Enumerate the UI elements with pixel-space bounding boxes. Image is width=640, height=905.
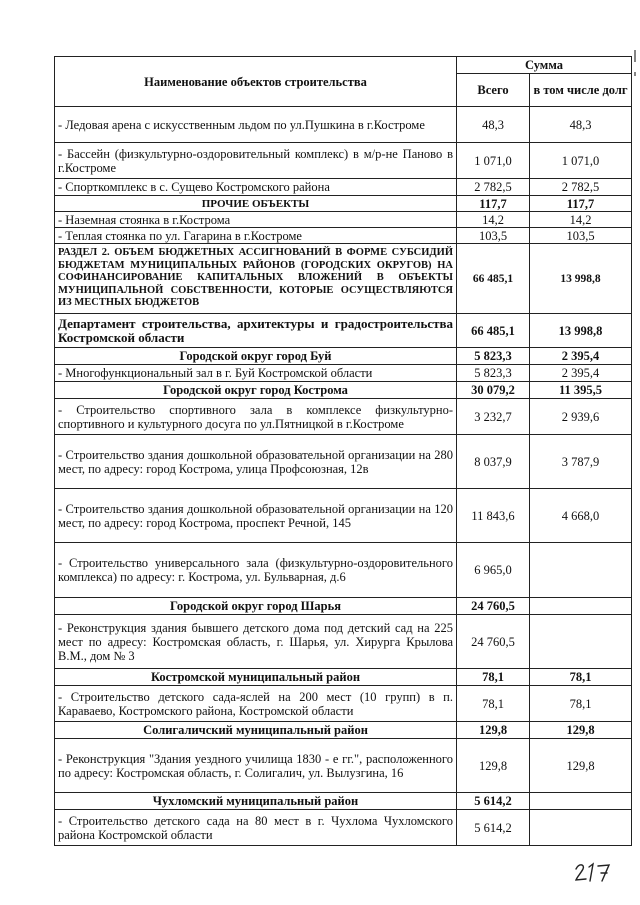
row-debt: 103,5	[530, 228, 632, 244]
row-name: РАЗДЕЛ 2. ОБЪЕМ БЮДЖЕТНЫХ АССИГНОВАНИЙ В ФОРМЕ СУБСИДИЙ БЮДЖЕТАМ МУНИЦИПАЛЬНЫХ РАЙОНОВ (ГОРОДСКИХ ОКРУГОВ) НА СОФИНАНСИРОВАНИЕ КАПИТАЛЬНЫХ ВЛОЖЕНИЙ В ОБЪЕКТЫ МУНИЦИПАЛЬНОЙ СОБСТВЕННОСТИ, КОТОРЫЕ ОСУЩЕСТВЛЯЮТСЯ ИЗ МЕСТНЫХ БЮДЖЕТОВ	[55, 244, 457, 314]
table-row	[55, 793, 632, 810]
row-name: - Многофункциональный зал в г. Буй Костромской области	[55, 365, 457, 382]
row-debt	[530, 598, 632, 615]
header-total: Всего	[457, 74, 530, 107]
table-row	[55, 399, 632, 435]
row-name: Городской округ город Буй	[55, 348, 457, 365]
table-row	[55, 543, 632, 598]
row-name: ПРОЧИЕ ОБЪЕКТЫ	[55, 196, 457, 212]
table-row	[55, 365, 632, 382]
row-total: 117,7	[457, 196, 530, 212]
row-name: Чухломский муниципальный район	[55, 793, 457, 810]
row-total: 24 760,5	[457, 615, 530, 669]
table-row	[55, 382, 632, 399]
row-name: - Ледовая арена с искусственным льдом по ул.Пушкина в г.Костроме	[55, 107, 457, 143]
row-debt: 129,8	[530, 739, 632, 793]
row-debt	[530, 810, 632, 846]
page-number-handwritten	[574, 861, 614, 883]
row-debt: 2 395,4	[530, 365, 632, 382]
row-debt: 78,1	[530, 686, 632, 722]
row-name: Городской округ город Кострома	[55, 382, 457, 399]
table-row	[55, 739, 632, 793]
row-name: - Теплая стоянка по ул. Гагарина в г.Костроме	[55, 228, 457, 244]
row-total: 11 843,6	[457, 489, 530, 543]
row-total: 78,1	[457, 669, 530, 686]
row-debt: 129,8	[530, 722, 632, 739]
row-debt: 3 787,9	[530, 435, 632, 489]
row-name: - Строительство детского сада-яслей на 200 мест (10 групп) в п. Караваево, Костромского района, Костромской области	[55, 686, 457, 722]
row-debt: 11 395,5	[530, 382, 632, 399]
row-debt: 13 998,8	[530, 244, 632, 314]
row-debt: 48,3	[530, 107, 632, 143]
table-row	[55, 810, 632, 846]
row-debt: 2 782,5	[530, 179, 632, 196]
budget-table	[54, 56, 632, 846]
row-name: - Наземная стоянка в г.Кострома	[55, 212, 457, 228]
row-debt	[530, 543, 632, 598]
row-total: 66 485,1	[457, 314, 530, 348]
row-name: - Строительство универсального зала (физкультурно-оздоровительного комплекса) по адресу: г. Кострома, ул. Бульварная, д.6	[55, 543, 457, 598]
margin-mark	[632, 50, 638, 90]
table-row	[55, 244, 632, 314]
row-total: 129,8	[457, 722, 530, 739]
row-name: Костромской муниципальный район	[55, 669, 457, 686]
row-name: Солигаличский муниципальный район	[55, 722, 457, 739]
table-row	[55, 314, 632, 348]
row-total: 48,3	[457, 107, 530, 143]
table-row	[55, 107, 632, 143]
row-total: 103,5	[457, 228, 530, 244]
row-total: 14,2	[457, 212, 530, 228]
header-debt: в том числе долг	[530, 74, 632, 107]
row-total: 30 079,2	[457, 382, 530, 399]
row-total: 5 614,2	[457, 793, 530, 810]
header-sum: Сумма	[457, 57, 632, 74]
row-total: 78,1	[457, 686, 530, 722]
row-debt: 1 071,0	[530, 143, 632, 179]
row-debt	[530, 615, 632, 669]
row-debt: 2 939,6	[530, 399, 632, 435]
table-row	[55, 435, 632, 489]
row-debt: 13 998,8	[530, 314, 632, 348]
row-debt: 2 395,4	[530, 348, 632, 365]
table-row	[55, 722, 632, 739]
table-row	[55, 669, 632, 686]
table-row	[55, 348, 632, 365]
row-total: 8 037,9	[457, 435, 530, 489]
row-debt: 14,2	[530, 212, 632, 228]
row-total: 5 614,2	[457, 810, 530, 846]
table-row	[55, 686, 632, 722]
table-row	[55, 143, 632, 179]
row-name: - Реконструкция "Здания уездного училища 1830 - е гг.", расположенного по адресу: Костромская область, г. Солигалич, ул. Вылузгина, 16	[55, 739, 457, 793]
row-total: 5 823,3	[457, 348, 530, 365]
table-row	[55, 615, 632, 669]
row-name: Департамент строительства, архитектуры и градостроительства Костромской области	[55, 314, 457, 348]
table-row	[55, 179, 632, 196]
row-name: Городской округ город Шарья	[55, 598, 457, 615]
row-total: 66 485,1	[457, 244, 530, 314]
row-total: 3 232,7	[457, 399, 530, 435]
row-total: 129,8	[457, 739, 530, 793]
row-name: - Реконструкция здания бывшего детского дома под детский сад на 225 мест по адресу: Костромская область, г. Шарья, ул. Хирурга Крылова В.М., дом № 3	[55, 615, 457, 669]
table-row	[55, 212, 632, 228]
row-total: 6 965,0	[457, 543, 530, 598]
row-debt: 117,7	[530, 196, 632, 212]
row-total: 2 782,5	[457, 179, 530, 196]
row-name: - Строительство спортивного зала в комплексе физкультурно-спортивного и культурного досуга по ул.Пятницкой в г.Костроме	[55, 399, 457, 435]
row-debt: 4 668,0	[530, 489, 632, 543]
header-name: Наименование объектов строительства	[55, 57, 457, 107]
table-row	[55, 489, 632, 543]
row-name: - Спорткомплекс в с. Сущево Костромского района	[55, 179, 457, 196]
row-total: 24 760,5	[457, 598, 530, 615]
row-name: - Строительство детского сада на 80 мест в г. Чухлома Чухломского района Костромской области	[55, 810, 457, 846]
row-total: 5 823,3	[457, 365, 530, 382]
row-name: - Строительство здания дошкольной образовательной организации на 280 мест, по адресу: город Кострома, улица Профсоюзная, 12в	[55, 435, 457, 489]
row-debt	[530, 793, 632, 810]
table-row	[55, 196, 632, 212]
table-row	[55, 228, 632, 244]
row-debt: 78,1	[530, 669, 632, 686]
row-total: 1 071,0	[457, 143, 530, 179]
row-name: - Строительство здания дошкольной образовательной организации на 120 мест, по адресу: город Кострома, проспект Речной, 145	[55, 489, 457, 543]
table-row	[55, 598, 632, 615]
row-name: - Бассейн (физкультурно-оздоровительный комплекс) в м/р-не Паново в г.Костроме	[55, 143, 457, 179]
